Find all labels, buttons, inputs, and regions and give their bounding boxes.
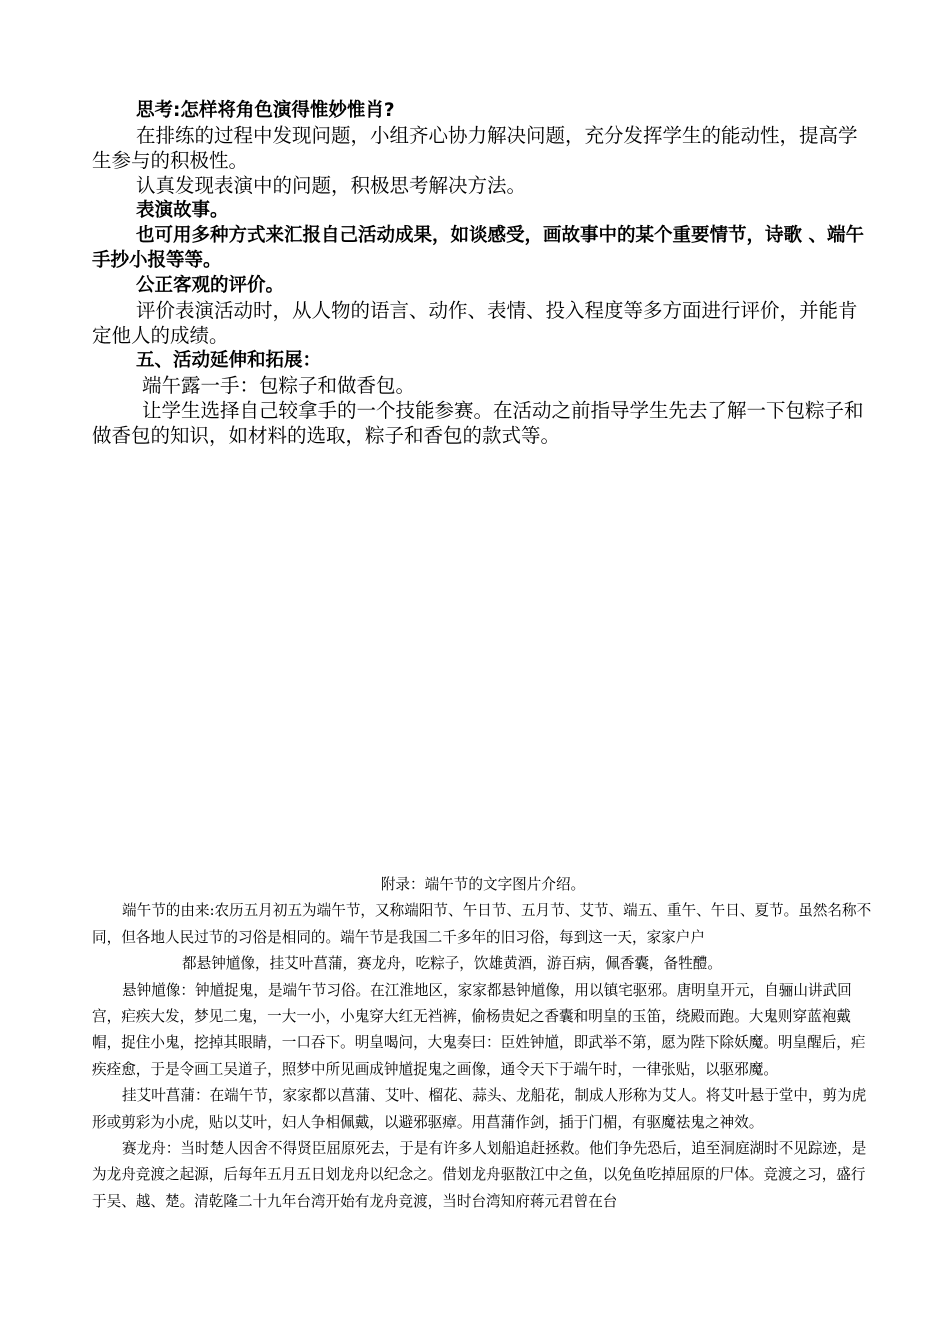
report-results-paragraph: 也可用多种方式来汇报自己活动成果，如谈感受，画故事中的某个重要情节，诗歌 、端午手抄小报等等。 bbox=[92, 225, 864, 271]
dragon-boat-skill-line: 端午露一手：包粽子和做香包。 bbox=[142, 374, 416, 397]
lesson-plan-section bbox=[92, 98, 872, 448]
rehearsal-paragraph: 在排练的过程中发现问题，小组齐心协力解决问题，充分发挥学生的能动性，提高学生参与的积极性。 bbox=[92, 124, 858, 172]
thinking-question: 思考:怎样将角色演得惟妙惟肖? bbox=[136, 100, 395, 121]
skill-contest-paragraph: 让学生选择自己较拿手的一个技能参赛。在活动之前指导学生先去了解一下包粽子和做香包的知识，如材料的选取，粽子和香包的款式等。 bbox=[92, 399, 864, 447]
mugwort-paragraph: 挂艾叶菖蒲：在端午节，家家都以菖蒲、艾叶、榴花、蒜头、龙船花，制成人形称为艾人。将艾叶悬于堂中，剪为虎形或剪彩为小虎，贴以艾叶，妇人争相佩戴，以避邪驱瘴。用菖蒲作剑，插于门楣，有驱魔祛鬼之神效。 bbox=[92, 1087, 867, 1131]
origin-paragraph-continued: 都悬钟馗像，挂艾叶菖蒲，赛龙舟，吃粽子，饮雄黄酒，游百病，佩香囊，备牲醴。 bbox=[182, 955, 722, 973]
evaluation-heading: 公正客观的评价。 bbox=[136, 275, 285, 296]
appendix-section bbox=[92, 872, 874, 1215]
origin-paragraph: 端午节的由来:农历五月初五为端午节，又称端阳节、午日节、五月节、艾节、端五、重午、午日、夏节。虽然名称不同，但各地人民过节的习俗是相同的。端午节是我国二千多年的旧习俗，每到这一天，家家户户 bbox=[92, 902, 872, 946]
problem-paragraph: 认真发现表演中的问题，积极思考解决方法。 bbox=[136, 174, 527, 197]
extension-heading: 五、活动延伸和拓展： bbox=[136, 350, 322, 371]
dragon-boat-paragraph: 赛龙舟：当时楚人因舍不得贤臣屈原死去，于是有许多人划船追赶拯救。他们争先恐后，追至洞庭湖时不见踪迹，是为龙舟竞渡之起源，后每年五月五日划龙舟以纪念之。借划龙舟驱散江中之鱼，以免鱼吃掉屈原的尸体。竞渡之习，盛行于吴、越、楚。清乾隆二十九年台湾开始有龙舟竞渡，当时台湾知府蒋元君曾在台 bbox=[92, 1140, 867, 1210]
evaluation-paragraph: 评价表演活动时，从人物的语言、动作、表情、投入程度等多方面进行评价，并能肯定他人的成绩。 bbox=[92, 299, 858, 347]
perform-story-heading: 表演故事。 bbox=[136, 200, 229, 221]
zhong-kui-paragraph: 悬钟馗像：钟馗捉鬼，是端午节习俗。在江淮地区，家家都悬钟馗像，用以镇宅驱邪。唐明皇开元，自骊山讲武回宫，疟疾大发，梦见二鬼，一大一小，小鬼穿大红无裆裤，偷杨贵妃之香囊和明皇的玉笛，绕殿而跑。大鬼则穿蓝袍戴帽，捉住小鬼，挖掉其眼睛，一口吞下。明皇喝问，大鬼奏曰：臣姓钟馗，即武举不第，愿为陛下除妖魔。明皇醒后，疟疾痊愈，于是令画工吴道子，照梦中所见画成钟馗捉鬼之画像，通令天下于端午时，一律张贴，以驱邪魔。 bbox=[92, 981, 866, 1078]
appendix-title: 附录：端午节的文字图片介绍。 bbox=[380, 876, 586, 893]
